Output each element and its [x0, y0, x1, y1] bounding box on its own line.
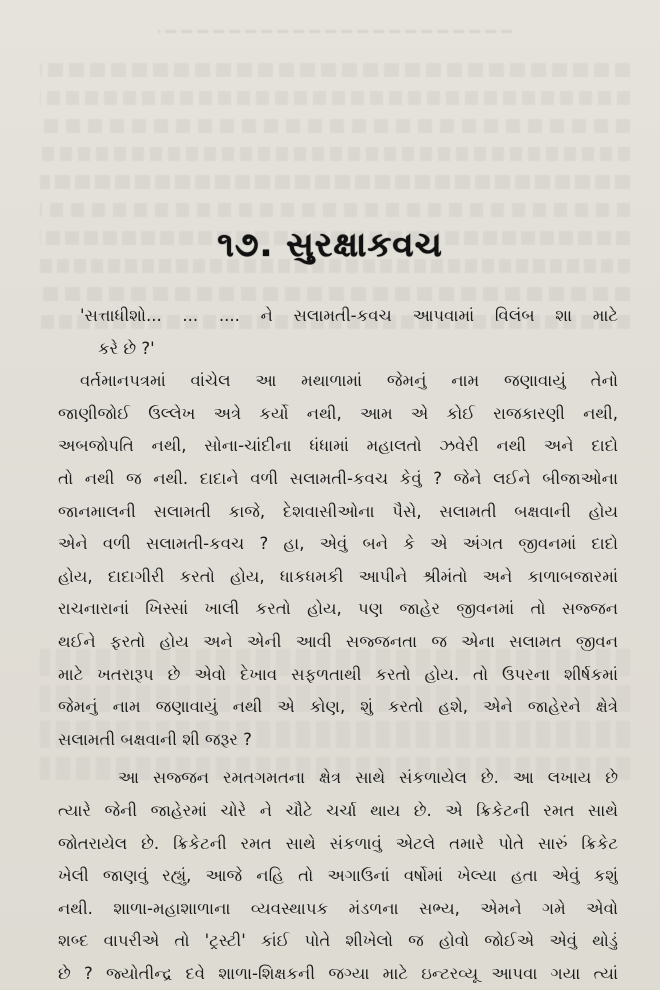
text-line: જાણીજોઈ ઉલ્લેખ અત્રે કર્યો નથી, આમ એ કોઈ રાજકારણી નથી,: [58, 403, 618, 423]
chapter-title: ૧૭. સુરક્ષાકવચ: [217, 225, 443, 265]
text-line: ખેલી જાણવું રહ્યું, આજે નહિ તો અગાઉનાં વર્ષોમાં ખેલ્યા હતા એવું કશું: [58, 866, 618, 886]
text-line: કરે છે ?': [98, 338, 155, 358]
text-line: શબ્દ વાપરીએ તો 'ટ્રસ્ટી' કાંઈ પોતે શીખેલો જ હોવો જોઈએ એવું થોડું: [58, 931, 618, 951]
text-line: છે ? જ્યોતીન્દ્ર દવે શાળા-શિક્ષકની જગ્યા માટે ઇન્ટરવ્યૂ આપવા ગયા ત્યાં: [58, 963, 618, 983]
text-line: રાચનારાનાં ખિસ્સાં ખાલી કરતો હોય, પણ જાહેર જીવનમાં તો સજ્જન: [58, 599, 618, 619]
text-line: હોય, દાદાગીરી કરતો હોય, ધાકધમકી આપીને શ્રીમંતો અને કાળાબજારમાં: [58, 566, 618, 586]
text-line: માટે ખતરારૂપ છે એવો દેખાવ સફળતાથી કરતો હોય. તો ઉપરના શીર્ષકમાં: [58, 664, 618, 684]
chapter-body: [58, 300, 618, 990]
text-line: વર્તમાનપત્રમાં વાંચેલ આ મથાળામાં જેમનું નામ જણાવાયું તેનો: [80, 371, 618, 391]
text-line: નથી. શાળા-મહાશાળાના વ્યવસ્થાપક મંડળના સભ્ય, એમને ગમે એવો: [58, 898, 618, 918]
text-line: જાનમાલની સલામતી કાજે, દેશવાસીઓના પૈસે, સલામતી બક્ષવાની હોય: [58, 501, 618, 521]
text-line: જોતરાયેલ છે. ક્રિકેટની રમત સાથે સંકળાવું એટલે તમારે પોતે સારું ક્રિકેટ: [58, 833, 618, 853]
text-line: એને વળી સલામતી-કવચ ? હા, એવું બને કે એ અંગત જીવનમાં દાદો: [58, 534, 618, 554]
text-line: થઈને ફરતો હોય અને એની આવી સજ્જનતા જ એના સલામત જીવન: [58, 631, 618, 651]
text-line: 'સત્તાધીશો... ... .... ને સલામતી-કવચ આપવામાં વિલંબ શા માટે: [80, 306, 618, 325]
text-line: તો નથી જ નથી. દાદાને વળી સલામતી-કવચ કેવું ? જેને લઈને બીજાઓના: [58, 468, 618, 488]
text-line: આ સજ્જન રમતગમતના ક્ષેત્ર સાથે સંકળાયેલ છે. આ લખાય છે: [118, 768, 618, 788]
text-line: ત્યારે જેની જાહેરમાં ચોરે ને ચૌટે ચર્ચા થાય છે. એ ક્રિકેટની રમત સાથે: [58, 800, 618, 820]
text-line: અબજોપતિ નથી, સોના-ચાંદીના ધંધામાં મહાલતો ઝવેરી નથી અને દાદો: [58, 436, 618, 456]
text-line: સલામતી બક્ષવાની શી જરૂર ?: [58, 729, 252, 749]
text-line: જેમનું નામ જણાવાયું નથી એ કોણ, શું કરતો હશે, એને જાહેરને ક્ષેત્રે: [58, 697, 618, 717]
